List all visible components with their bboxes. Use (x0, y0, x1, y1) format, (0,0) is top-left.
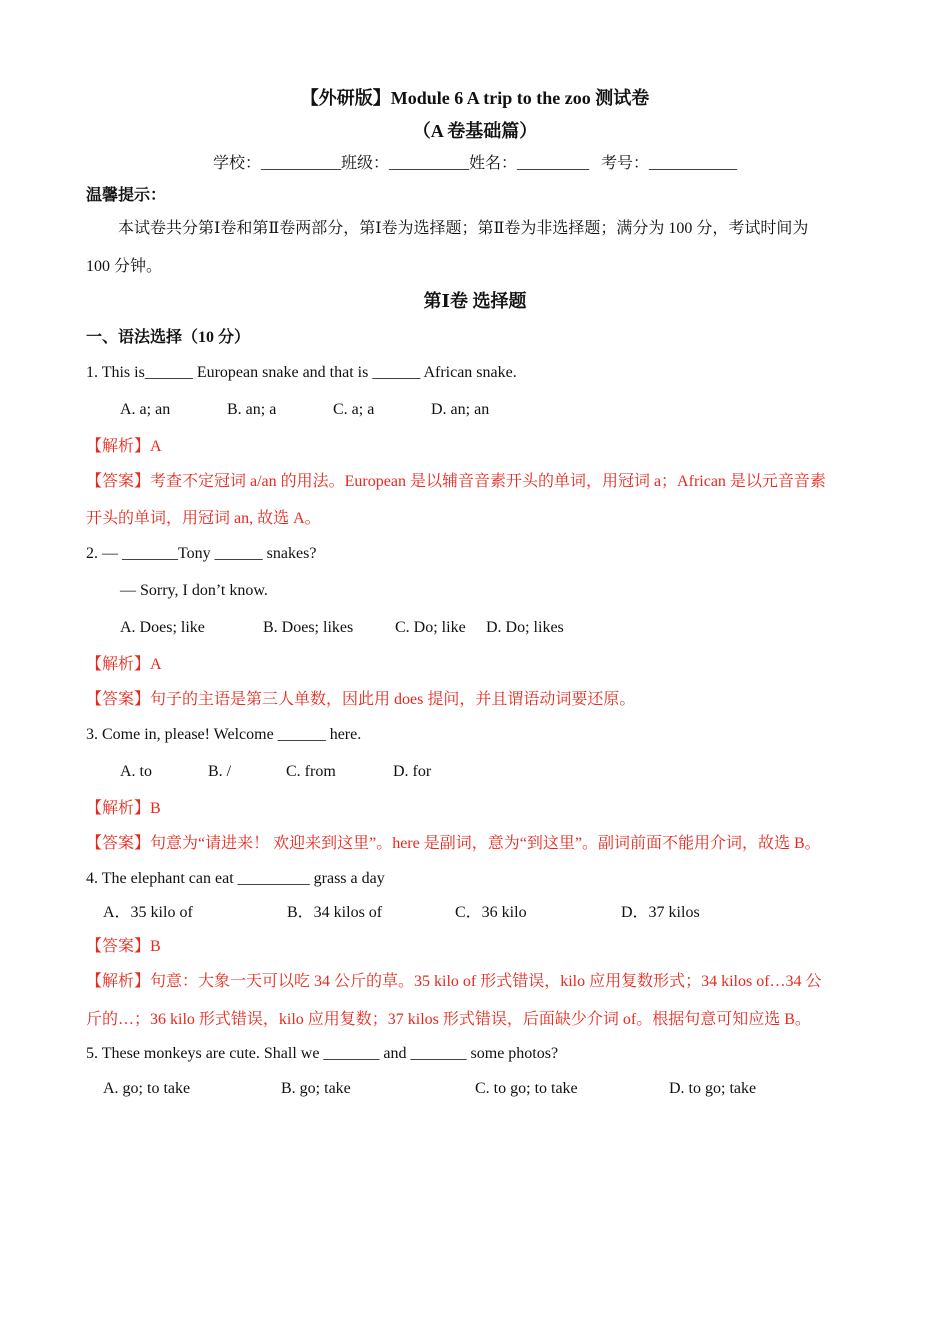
question-5-option-d: D. to go; take (669, 1080, 757, 1097)
question-4-analysis-line1: 【解析】句意：大象一天可以吃 34 公斤的草。35 kilo of 形式错误，kilo 应用复数形式；34 kilos of…34 公 (86, 973, 822, 990)
question-2-option-b: B. Does; likes (263, 619, 354, 636)
question-1-answer-line1: 【答案】考查不定冠词 a/an 的用法。European 是以辅音音素开头的单词，用冠词 a；African 是以元音音素 (86, 473, 826, 490)
question-3-analysis: 【解析】B (86, 800, 161, 817)
question-2-answer: 【答案】句子的主语是第三人单数，因此用 does 提问，并且谓语动词要还原。 (86, 691, 636, 708)
question-1-option-d: D. an; an (431, 401, 490, 418)
question-2-option-a: A. Does; like (120, 619, 205, 636)
section1-title: 一、语法选择（10 分） (86, 329, 251, 346)
question-5-option-a: A. go; to take (103, 1080, 191, 1097)
question-1-answer-line2: 开头的单词，用冠词 an, 故选 A。 (86, 510, 321, 527)
question-2-stem: 2. — _______Tony ______ snakes? (86, 545, 317, 562)
question-4-answer: 【答案】B (86, 938, 161, 955)
tips-text-line1: 本试卷共分第Ⅰ卷和第Ⅱ卷两部分，第Ⅰ卷为选择题；第Ⅱ卷为非选择题；满分为 100 分，考试时间为 (118, 220, 809, 237)
question-3-stem: 3. Come in, please! Welcome ______ here. (86, 726, 362, 743)
question-3-option-d: D. for (393, 763, 432, 780)
question-3-option-b: B. / (208, 763, 232, 780)
question-5-stem: 5. These monkeys are cute. Shall we _______ and _______ some photos? (86, 1045, 559, 1062)
student-info-line: 学校：__________班级：__________姓名：_________ 考号：___________ (212, 155, 737, 172)
question-4-analysis-line2: 斤的…；36 kilo 形式错误，kilo 应用复数；37 kilos 形式错误，后面缺少介词 of。根据句意可知应选 B。 (86, 1011, 811, 1028)
tips-text-line2: 100 分钟。 (86, 258, 163, 275)
question-4-option-c: C．36 kilo (455, 904, 527, 921)
question-5-option-c: C. to go; to take (475, 1080, 578, 1097)
question-1-option-c: C. a; a (333, 401, 375, 418)
exam-title: 【外研版】Module 6 A trip to the zoo 测试卷 (300, 88, 650, 108)
question-4-option-b: B．34 kilos of (287, 904, 383, 921)
question-3-option-a: A. to (120, 763, 152, 780)
question-2-option-c: C. Do; like (395, 619, 466, 636)
question-4-option-d: D．37 kilos (621, 904, 700, 921)
question-4-stem: 4. The elephant can eat _________ grass a day (86, 870, 385, 887)
question-4-option-a: A．35 kilo of (103, 904, 193, 921)
question-5-option-b: B. go; take (281, 1080, 351, 1097)
question-2-reply: — Sorry, I don’t know. (120, 582, 268, 599)
exam-subtitle: （A 卷基础篇） (412, 121, 538, 141)
question-2-analysis: 【解析】A (86, 656, 162, 673)
question-3-option-c: C. from (286, 763, 336, 780)
question-1-stem: 1. This is______ European snake and that is ______ African snake. (86, 364, 517, 381)
question-2-option-d: D. Do; likes (486, 619, 564, 636)
question-1-option-a: A. a; an (120, 401, 171, 418)
part1-title: 第Ⅰ卷 选择题 (423, 291, 527, 311)
tips-heading: 温馨提示： (86, 187, 167, 204)
question-1-analysis: 【解析】A (86, 438, 162, 455)
question-3-answer: 【答案】句意为“请进来！ 欢迎来到这里”。here 是副词，意为“到这里”。副词前面不能用介词，故选 B。 (86, 835, 821, 852)
question-1-option-b: B. an; a (227, 401, 277, 418)
